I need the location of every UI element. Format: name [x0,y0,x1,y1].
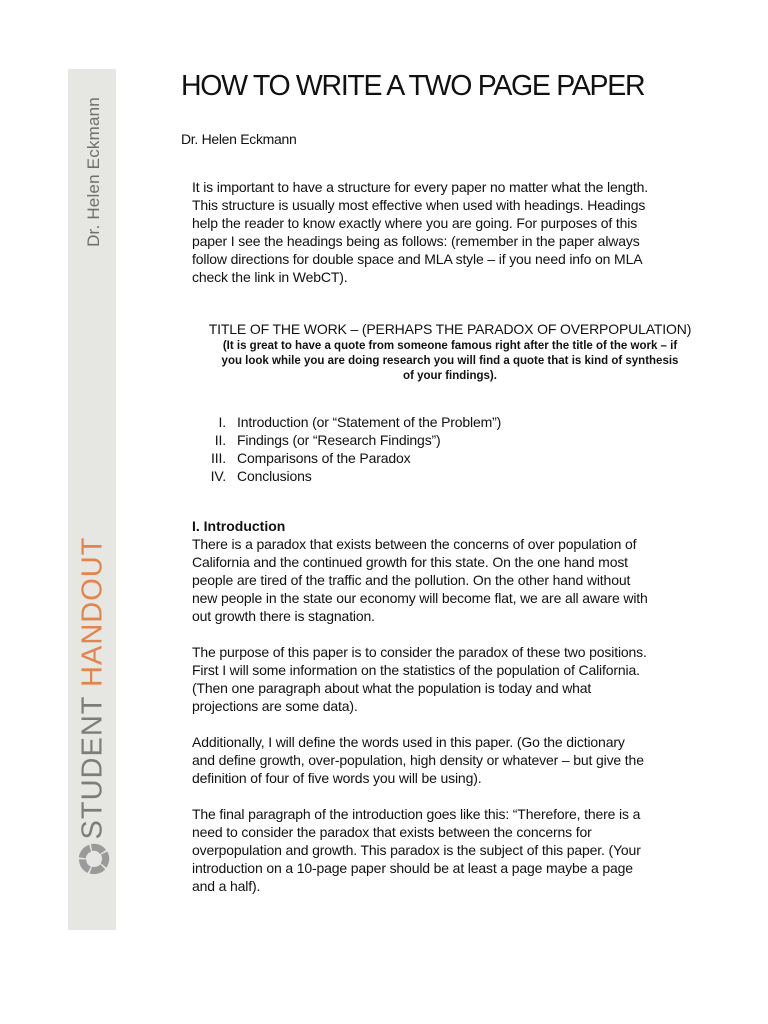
text-line: you look while you are doing research you will find a quote that is kind of synthesis [221,355,679,367]
text-line: (It is great to have a quote from someone famous right after the title of the work – if [222,340,678,352]
outline-number: IV. [210,468,226,484]
text-line: of your findings). [403,370,497,382]
section-paragraph [192,805,712,895]
page-title: HOW TO WRITE A TWO PAGE PAPER [181,70,645,102]
outline-list [192,413,501,485]
outline-text: Conclusions [237,468,312,484]
outline-number: III. [211,450,226,466]
text-line: Additionally, I will define the words used in this paper. (Go the dictionary [192,734,625,750]
text-line: and define growth, over-population, high density or whatever – but give the [192,752,644,768]
text-line: follow directions for double space and MLA style – if you need info on MLA [192,251,643,267]
text-line: paper I see the headings being as follows: (remember in the paper always [192,233,640,249]
text-line: This structure is usually most effective when used with headings. Headings [192,197,646,213]
work-title-note [180,339,720,384]
section-paragraph [192,643,712,715]
swirl-logo-icon [77,842,111,876]
text-line: California and the continued growth for this state. On the one hand most [192,554,628,570]
intro-paragraph [192,178,712,286]
outline-number: I. [218,414,226,430]
sidebar-handout-label [77,537,110,840]
outline-text: Comparisons of the Paradox [237,450,411,466]
text-line: The final paragraph of the introduction goes like this: “Therefore, there is a [192,806,641,822]
text-line: It is important to have a structure for every paper no matter what the length. [192,179,648,195]
text-line: help the reader to know exactly where you are going. For purposes of this [192,215,638,231]
author-line: Dr. Helen Eckmann [181,131,297,147]
text-line: overpopulation and growth. This paradox is the subject of this paper. (Your [192,842,641,858]
outline-item [192,449,501,467]
text-line: out growth there is stagnation. [192,608,375,624]
text-line: check the link in WebCT). [192,269,348,285]
outline-text: Findings (or “Research Findings”) [237,432,441,448]
sidebar-author: Dr. Helen Eckmann [84,97,103,247]
outline-text: Introduction (or “Statement of the Problem”) [237,414,502,430]
handout-word-handout: HANDOUT [76,536,109,687]
work-title: TITLE OF THE WORK – (PERHAPS THE PARADOX OF OVERPOPULATION) [208,321,692,337]
outline-number: II. [214,432,226,448]
outline-item [192,431,501,449]
text-line: First I will some information on the statistics of the population of California. [192,662,640,678]
text-line: people are tired of the traffic and the pollution. On the other hand without [192,572,631,588]
section-paragraph [192,733,712,787]
introduction-section [192,517,712,913]
text-line: There is a paradox that exists between the concerns of over population of [192,536,637,552]
text-line: new people in the state our economy will become flat, we are all aware with [192,590,648,606]
outline-item [192,413,501,431]
text-line: introduction on a 10-page paper should be at least a page maybe a page [192,860,633,876]
text-line: (Then one paragraph about what the population is today and what [192,680,592,696]
text-line: and a half). [192,878,261,894]
section-heading: I. Introduction [192,518,286,534]
outline-item [192,467,501,485]
text-line: need to consider the paradox that exists between the concerns for [192,824,592,840]
handout-word-student: STUDENT [76,696,109,840]
text-line: The purpose of this paper is to consider the paradox of these two positions. [192,644,647,660]
text-line: definition of four of five words you will be using). [192,770,482,786]
section-paragraph [192,535,712,625]
text-line: projections are some data). [192,698,358,714]
